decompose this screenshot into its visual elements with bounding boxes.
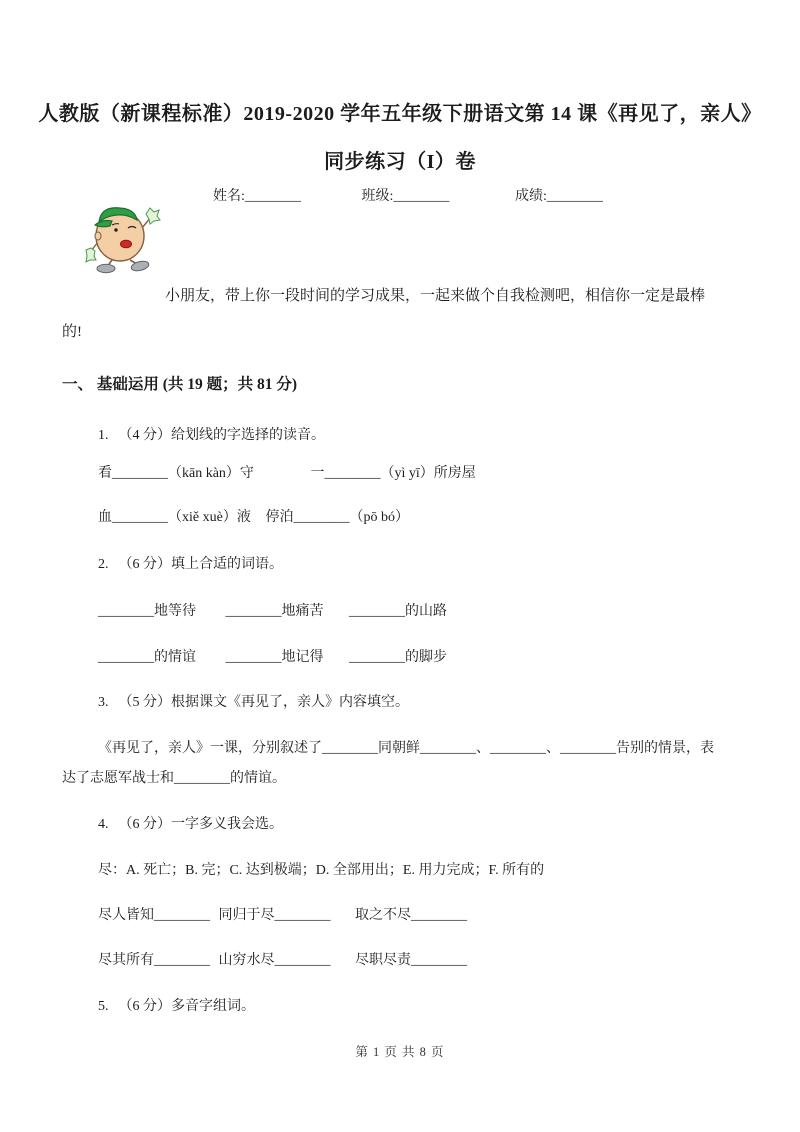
fill-blank-item: ________地记得 [225, 650, 324, 665]
question-5-number: 5. [98, 999, 109, 1014]
fill-blank-item: 山穷水尽________ [218, 953, 331, 968]
fill-blank-item: 血________（xiě xuè）液 [98, 510, 251, 525]
question-1-row1 [98, 462, 476, 482]
section-heading: 一、 基础运用 (共 19 题；共 81 分) [62, 376, 298, 393]
question-4-stem: （6 分）一字多义我会选。 [118, 817, 283, 832]
fill-blank-item: ________地痛苦 [225, 604, 324, 619]
mascot-image [84, 200, 164, 274]
fill-blank-item: 尽其所有________ [98, 953, 210, 968]
question-1-stem: （4 分）给划线的字选择的读音。 [118, 428, 325, 443]
question-1-label [98, 424, 325, 444]
fill-blank-item: ________的脚步 [349, 650, 447, 665]
fill-blank-item: 同归于尽________ [218, 908, 331, 923]
question-3-paragraph-line1: 《再见了，亲人》一课，分别叙述了________同朝鲜________、________、________告别的情景，表 [98, 741, 714, 756]
name-field: 姓名:________ [213, 189, 301, 204]
question-5-stem: （6 分）多音字组词。 [118, 999, 255, 1014]
question-3-paragraph-line2: 达了志愿军战士和________的情谊。 [62, 771, 286, 786]
fill-blank-item: 一________（yì yī）所房屋 [310, 466, 476, 481]
fill-blank-item: ________地等待 [98, 604, 196, 619]
question-4-row1 [98, 904, 467, 924]
document-title-line2: 同步练习（I）卷 [324, 151, 476, 173]
fill-blank-item: ________的山路 [349, 604, 447, 619]
question-3-stem: （5 分）根据课文《再见了，亲人》内容填空。 [118, 695, 409, 710]
question-4-options: 尽：A. 死亡；B. 完；C. 达到极端；D. 全部用出；E. 用力完成；F. 所有的 [98, 863, 545, 878]
question-1-number: 1. [98, 428, 109, 443]
question-4-label [98, 813, 283, 833]
question-2-row2 [98, 646, 447, 666]
intro-line2: 的! [62, 324, 82, 340]
question-3-number: 3. [98, 695, 109, 710]
question-2-stem: （6 分）填上合适的词语。 [118, 557, 283, 572]
question-4-row2 [98, 949, 467, 969]
fill-blank-item: 取之不尽________ [355, 908, 467, 923]
question-2-number: 2. [98, 557, 109, 572]
fill-blank-item: 停泊________（pō bó） [265, 510, 409, 525]
score-field: 成绩:________ [515, 189, 603, 204]
class-field: 班级:________ [361, 189, 450, 204]
fill-blank-item: 尽人皆知________ [98, 908, 210, 923]
student-info-row [213, 185, 603, 205]
question-1-row2 [98, 506, 409, 526]
question-2-row1 [98, 600, 447, 620]
question-3-label [98, 691, 409, 711]
fill-blank-item: 尽职尽责________ [355, 953, 467, 968]
cartoon-boy-icon [84, 200, 164, 274]
question-5-label [98, 995, 255, 1015]
question-2-label [98, 553, 283, 573]
page-number-footer: 第 1 页 共 8 页 [355, 1045, 445, 1059]
document-title-line1: 人教版（新课程标准）2019-2020 学年五年级下册语文第 14 课《再见了，亲人》 [38, 103, 762, 125]
question-4-number: 4. [98, 817, 109, 832]
fill-blank-item: ________的情谊 [98, 650, 196, 665]
intro-line1: 小朋友，带上你一段时间的学习成果，一起来做个自我检测吧，相信你一定是最棒 [165, 288, 706, 304]
fill-blank-item: 看________（kān kàn）守 [98, 466, 254, 481]
